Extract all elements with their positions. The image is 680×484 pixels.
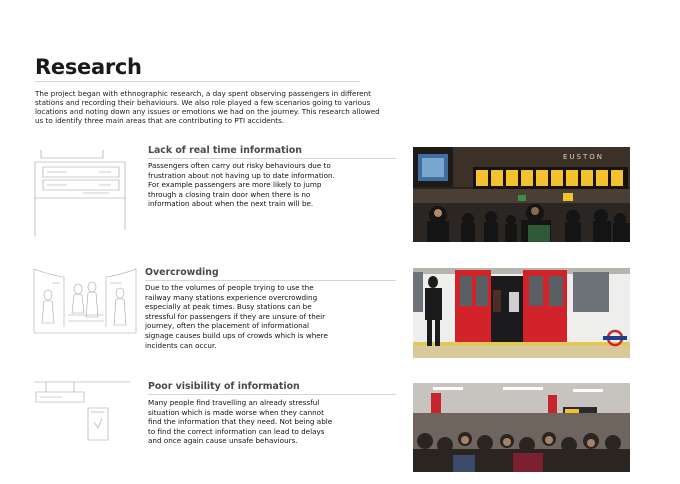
crowded-tube-train-photo-icon: [413, 268, 630, 358]
sketch-crowded-carriage: [30, 265, 140, 340]
section-divider: [148, 394, 396, 395]
photo-crowded-tube-train: [413, 268, 630, 358]
photo-station-departure-board: [413, 147, 630, 242]
intro-paragraph: The project began with ethnographic research, a day spent observing passengers in different stations and recording their behaviours. We also role played a few scenarios going to various locations and noting down any issues or emotions we had on the journey. This research allowed us to identify three main areas that are contributing to PTI accidents.: [35, 89, 380, 125]
euston-sign: EUSTON: [563, 153, 605, 161]
section-body-overcrowding: Due to the volumes of people trying to use the railway many stations experience overcrowding especially at peak times. Busy stations can be stressful for passengers if they are unsure of their journey, often the placement of informational signage causes build ups of crowds which is where incidents can occur.: [145, 283, 328, 350]
station-departure-board-photo-icon: [413, 147, 630, 242]
hanging-sign-sketch-icon: [32, 378, 132, 443]
section-title-overcrowding: Overcrowding: [145, 267, 219, 278]
page-title: Research: [35, 55, 142, 79]
crowded-concourse-photo-icon: [413, 383, 630, 472]
section-body-lack-info: Passengers often carry out risky behaviours due to frustration about not having up to date information. For example passengers are more likely to jump through a closing train door when there is no information about when the next train will be.: [148, 161, 335, 209]
sketch-departure-board: [33, 140, 133, 240]
departure-board-sketch-icon: [33, 140, 133, 240]
section-divider: [148, 158, 396, 159]
section-title-poor-visibility: Poor visibility of information: [148, 381, 300, 392]
section-title-lack-info: Lack of real time information: [148, 145, 302, 156]
title-divider: [35, 81, 360, 82]
section-divider: [145, 280, 396, 281]
photo-crowded-concourse: [413, 383, 630, 472]
crowded-carriage-sketch-icon: [30, 265, 140, 340]
section-body-poor-visibility: Many people find travelling an already stressful situation which is made worse when they cannot find the information that they need. Not being able to find the correct information can lead to delays and once again cause unsafe behaviours.: [148, 398, 333, 446]
sketch-hanging-sign: [32, 378, 132, 443]
